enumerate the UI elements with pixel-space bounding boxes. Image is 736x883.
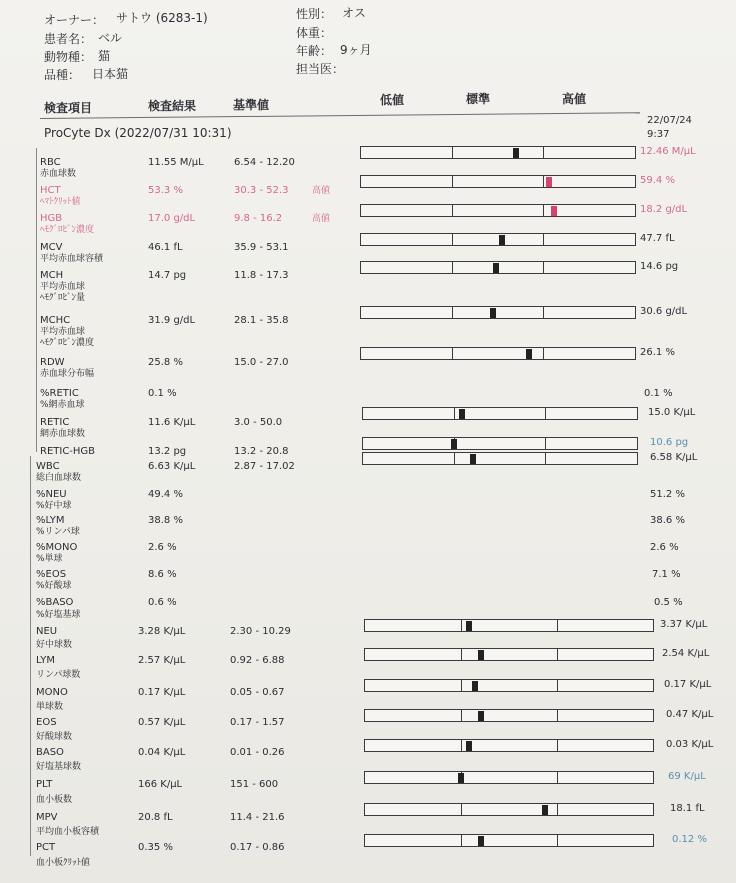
- row-japanese-name: 好塩基球数: [36, 762, 82, 772]
- range-bar: [360, 146, 636, 159]
- row-japanese-name: 赤血球数: [40, 169, 77, 179]
- breed-value: 日本猫: [92, 67, 129, 81]
- row-reference: 11.8 - 17.3: [234, 270, 289, 281]
- row-japanese-name: 赤血球分布幅: [40, 369, 95, 379]
- row-reference: 28.1 - 35.8: [234, 315, 289, 326]
- row-previous-result: 3.37 K/μL: [660, 619, 708, 630]
- row-japanese-name: %好中球: [36, 501, 72, 511]
- row-reference: 13.2 - 20.8: [234, 446, 289, 457]
- species-value: 猫: [98, 49, 111, 63]
- row-reference: 2.87 - 17.02: [234, 461, 295, 472]
- row-result: 0.57 K/μL: [138, 717, 186, 728]
- row-code: MONO: [36, 687, 68, 698]
- row-flag: 高値: [312, 214, 331, 224]
- age-label: 年齢：: [296, 44, 333, 58]
- range-bar: [360, 204, 636, 217]
- row-japanese-name: 平均赤血球容積: [40, 254, 104, 264]
- col-high: 高値: [562, 92, 587, 106]
- high-divider: [543, 176, 544, 187]
- high-divider: [545, 408, 546, 419]
- low-divider: [452, 147, 453, 158]
- row-reference: 9.8 - 16.2: [234, 213, 283, 224]
- row-result: 0.17 K/μL: [138, 687, 186, 698]
- row-previous-result: 47.7 fL: [640, 233, 675, 244]
- row-result: 3.28 K/μL: [138, 626, 186, 637]
- report-title: ProCyte Dx (2022/07/31 10:31): [44, 126, 232, 140]
- row-result: 2.6 %: [148, 542, 177, 553]
- high-divider: [557, 620, 558, 631]
- row-code: %MONO: [36, 542, 78, 553]
- row-code: PCT: [36, 842, 56, 853]
- row-result: 38.8 %: [148, 515, 183, 526]
- row-code: MCHC: [40, 315, 71, 326]
- range-bar: [362, 452, 638, 465]
- result-marker: [458, 773, 464, 783]
- result-marker: [551, 206, 557, 216]
- result-marker: [542, 805, 548, 815]
- owner-value: サトウ (6283-1): [116, 11, 208, 25]
- row-japanese-name: 平均赤血球: [40, 282, 86, 292]
- low-divider: [452, 262, 453, 273]
- row-code: HCT: [40, 185, 61, 196]
- row-code: MCV: [40, 242, 63, 253]
- row-code: RETIC-HGB: [40, 446, 96, 457]
- range-bar: [364, 709, 654, 722]
- high-divider: [543, 348, 544, 359]
- range-bar: [364, 834, 654, 847]
- prev-time: 9:37: [647, 129, 670, 140]
- row-previous-result: 0.47 K/μL: [666, 709, 714, 720]
- row-result: 13.2 pg: [148, 446, 187, 457]
- header-rule: [40, 112, 640, 119]
- range-bar: [364, 739, 654, 752]
- low-divider: [452, 234, 453, 245]
- row-previous-result: 0.17 K/μL: [664, 679, 712, 690]
- bracket-wbc: [30, 456, 31, 856]
- vet-label: 担当医：: [296, 62, 345, 76]
- high-divider: [545, 438, 546, 449]
- low-divider: [461, 680, 462, 691]
- row-japanese-name: %好塩基球: [36, 610, 81, 620]
- row-japanese-name: %リンパ球: [36, 527, 80, 537]
- patient-value: ベル: [98, 31, 123, 45]
- range-bar: [360, 347, 636, 360]
- row-code: %BASO: [36, 597, 74, 608]
- sex-value: オス: [342, 6, 366, 20]
- result-marker: [466, 621, 472, 631]
- row-previous-result: 59.4 %: [640, 175, 675, 186]
- row-result: 8.6 %: [148, 569, 177, 580]
- row-code: %NEU: [36, 489, 67, 500]
- row-reference: 0.17 - 1.57: [230, 717, 285, 728]
- high-divider: [557, 710, 558, 721]
- row-japanese-name: 血小板ｸﾘｯﾄ値: [36, 858, 91, 868]
- row-japanese-name: %単球: [36, 554, 63, 564]
- range-bar: [360, 233, 636, 246]
- row-previous-result: 18.1 fL: [670, 803, 705, 814]
- high-divider: [557, 804, 558, 815]
- row-reference: 0.05 - 0.67: [230, 687, 285, 698]
- result-marker: [470, 454, 476, 464]
- high-divider: [557, 680, 558, 691]
- row-reference: 2.30 - 10.29: [230, 626, 291, 637]
- low-divider: [461, 649, 462, 660]
- row-code: %RETIC: [40, 388, 79, 399]
- row-previous-result: 2.54 K/μL: [662, 648, 710, 659]
- high-divider: [543, 307, 544, 318]
- high-divider: [543, 205, 544, 216]
- range-bar: [364, 771, 654, 784]
- range-bar: [360, 261, 636, 274]
- prev-date: 22/07/24: [647, 115, 692, 126]
- row-japanese-name: %好酸球: [36, 581, 72, 591]
- row-result: 0.1 %: [148, 388, 177, 399]
- row-result: 0.04 K/μL: [138, 747, 186, 758]
- low-divider: [461, 710, 462, 721]
- row-reference: 0.92 - 6.88: [230, 655, 285, 666]
- row-result: 6.63 K/μL: [148, 461, 196, 472]
- row-code: NEU: [36, 626, 58, 637]
- row-reference: 30.3 - 52.3: [234, 185, 289, 196]
- row-code: BASO: [36, 747, 64, 758]
- range-bar: [364, 619, 654, 632]
- bracket-rbc: [36, 148, 37, 452]
- row-result: 17.0 g/dL: [148, 213, 196, 224]
- range-bar: [364, 803, 654, 816]
- row-previous-result: 7.1 %: [652, 569, 681, 580]
- row-japanese-name: 血小板数: [36, 795, 73, 805]
- row-japanese-name: ﾍﾓｸﾞﾛﾋﾞﾝ濃度: [40, 225, 95, 235]
- row-japanese-name: 網赤血球数: [40, 429, 86, 439]
- row-result: 0.35 %: [138, 842, 173, 853]
- row-result: 0.6 %: [148, 597, 177, 608]
- row-result: 49.4 %: [148, 489, 183, 500]
- row-japanese-name: ﾍﾓｸﾞﾛﾋﾞﾝ量: [40, 293, 86, 303]
- low-divider: [461, 804, 462, 815]
- row-result: 11.55 M/μL: [148, 157, 204, 168]
- row-result: 25.8 %: [148, 357, 183, 368]
- row-previous-result: 0.12 %: [672, 834, 707, 845]
- row-code: MPV: [36, 812, 58, 823]
- row-reference: 6.54 - 12.20: [234, 157, 295, 168]
- row-code: RDW: [40, 357, 65, 368]
- low-divider: [454, 453, 455, 464]
- result-marker: [478, 711, 484, 721]
- row-previous-result: 14.6 pg: [640, 261, 679, 272]
- result-marker: [513, 148, 519, 158]
- row-previous-result: 38.6 %: [650, 515, 685, 526]
- row-previous-result: 26.1 %: [640, 347, 675, 358]
- result-marker: [459, 409, 465, 419]
- result-marker: [493, 263, 499, 273]
- row-previous-result: 0.1 %: [644, 388, 673, 399]
- high-divider: [543, 234, 544, 245]
- high-divider: [557, 740, 558, 751]
- row-japanese-name: ﾍﾏﾄｸﾘｯﾄ値: [40, 197, 81, 207]
- high-divider: [545, 453, 546, 464]
- row-result: 31.9 g/dL: [148, 315, 196, 326]
- row-result: 166 K/μL: [138, 779, 183, 790]
- high-divider: [557, 772, 558, 783]
- low-divider: [452, 348, 453, 359]
- row-result: 2.57 K/μL: [138, 655, 186, 666]
- row-previous-result: 0.03 K/μL: [666, 739, 714, 750]
- range-bar: [362, 437, 638, 450]
- sex-label: 性別：: [296, 7, 333, 21]
- low-divider: [452, 205, 453, 216]
- col-result: 検査結果: [148, 99, 197, 113]
- row-reference: 0.17 - 0.86: [230, 842, 285, 853]
- row-previous-result: 6.58 K/μL: [650, 452, 698, 463]
- row-japanese-name: ﾍﾓｸﾞﾛﾋﾞﾝ濃度: [40, 338, 95, 348]
- result-marker: [472, 681, 478, 691]
- row-previous-result: 10.6 pg: [650, 437, 689, 448]
- patient-label: 患者名：: [44, 32, 93, 46]
- owner-label: オーナー：: [44, 13, 105, 27]
- row-previous-result: 2.6 %: [650, 542, 679, 553]
- row-japanese-name: 平均赤血球: [40, 327, 86, 337]
- row-code: LYM: [36, 655, 55, 666]
- high-divider: [543, 147, 544, 158]
- row-flag: 高値: [312, 186, 331, 196]
- row-reference: 3.0 - 50.0: [234, 417, 283, 428]
- row-previous-result: 12.46 M/μL: [640, 146, 696, 157]
- row-previous-result: 69 K/μL: [668, 771, 706, 782]
- row-code: HGB: [40, 213, 63, 224]
- row-previous-result: 51.2 %: [650, 489, 685, 500]
- age-value: 9ヶ月: [340, 43, 372, 57]
- result-marker: [526, 349, 532, 359]
- row-code: EOS: [36, 717, 57, 728]
- result-marker: [490, 308, 496, 318]
- col-reference: 基準値: [233, 98, 270, 112]
- row-code: %EOS: [36, 569, 67, 580]
- row-code: MCH: [40, 270, 64, 281]
- low-divider: [452, 307, 453, 318]
- low-divider: [452, 176, 453, 187]
- row-reference: 151 - 600: [230, 779, 279, 790]
- breed-label: 品種：: [44, 68, 81, 82]
- row-previous-result: 0.5 %: [654, 597, 683, 608]
- row-japanese-name: 平均血小板容積: [36, 827, 100, 837]
- row-reference: 35.9 - 53.1: [234, 242, 289, 253]
- row-code: %LYM: [36, 515, 65, 526]
- row-japanese-name: 好酸球数: [36, 732, 73, 742]
- row-previous-result: 15.0 K/μL: [648, 407, 696, 418]
- row-result: 11.6 K/μL: [148, 417, 196, 428]
- range-bar: [360, 306, 636, 319]
- result-marker: [478, 650, 484, 660]
- row-result: 14.7 pg: [148, 270, 187, 281]
- row-previous-result: 30.6 g/dL: [640, 306, 688, 317]
- row-result: 53.3 %: [148, 185, 183, 196]
- high-divider: [543, 262, 544, 273]
- col-item: 検査項目: [44, 101, 93, 115]
- row-code: PLT: [36, 779, 53, 790]
- low-divider: [461, 740, 462, 751]
- row-result: 46.1 fL: [148, 242, 183, 253]
- col-normal: 標準: [466, 92, 491, 106]
- row-code: RETIC: [40, 417, 70, 428]
- result-marker: [451, 439, 457, 449]
- row-code: WBC: [36, 461, 60, 472]
- row-reference: 15.0 - 27.0: [234, 357, 289, 368]
- high-divider: [557, 835, 558, 846]
- range-bar: [364, 679, 654, 692]
- range-bar: [360, 175, 636, 188]
- result-marker: [499, 235, 505, 245]
- row-code: RBC: [40, 157, 61, 168]
- row-reference: 0.01 - 0.26: [230, 747, 285, 758]
- range-bar: [364, 648, 654, 661]
- species-label: 動物種：: [44, 50, 93, 64]
- low-divider: [461, 620, 462, 631]
- range-bar: [362, 407, 638, 420]
- low-divider: [461, 835, 462, 846]
- row-previous-result: 18.2 g/dL: [640, 204, 688, 215]
- row-japanese-name: %網赤血球: [40, 400, 85, 410]
- col-low: 低値: [380, 93, 405, 107]
- row-reference: 11.4 - 21.6: [230, 812, 285, 823]
- low-divider: [454, 408, 455, 419]
- row-japanese-name: 総白血球数: [36, 473, 82, 483]
- weight-label: 体重：: [296, 26, 333, 40]
- result-marker: [546, 177, 552, 187]
- result-marker: [478, 836, 484, 846]
- row-japanese-name: リンパ球数: [36, 670, 81, 680]
- row-japanese-name: 単球数: [36, 702, 64, 712]
- high-divider: [557, 649, 558, 660]
- result-marker: [466, 741, 472, 751]
- row-result: 20.8 fL: [138, 812, 173, 823]
- row-japanese-name: 好中球数: [36, 640, 73, 650]
